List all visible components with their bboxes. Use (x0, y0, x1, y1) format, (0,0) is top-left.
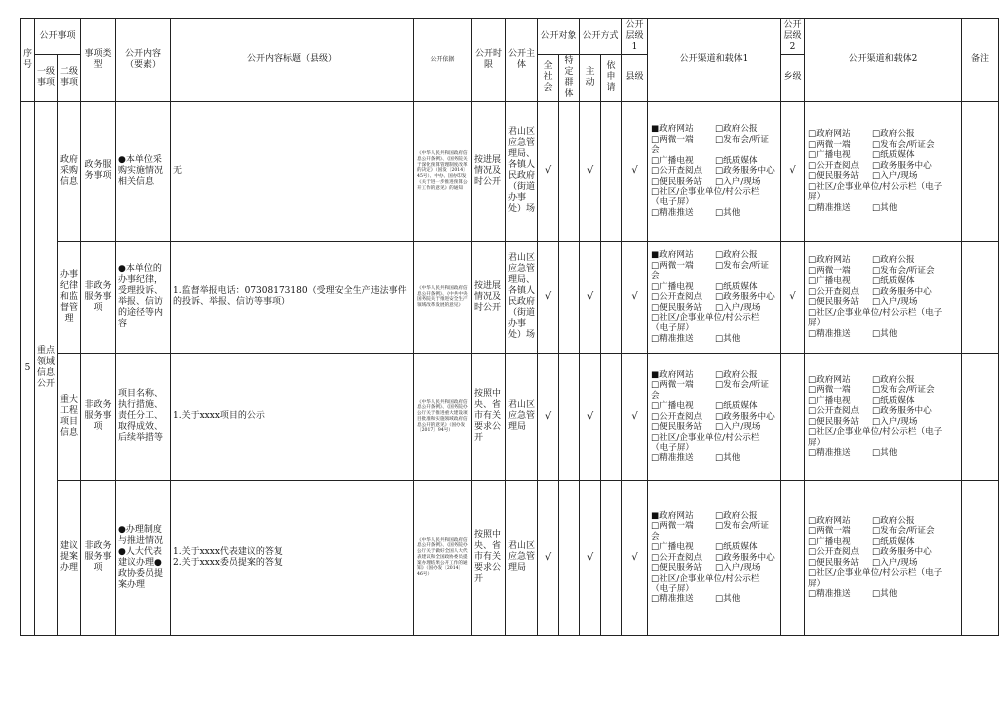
header-object-all: 全社会 (538, 54, 559, 101)
channel-option: □公开查阅点 (808, 547, 860, 558)
channel-option: □政府公报 (872, 255, 915, 266)
method-apply-check (601, 480, 622, 635)
channel-option: □精准推送 (651, 333, 694, 344)
channel-option: □广播电视 (651, 542, 694, 553)
channel-option: □其他 (872, 448, 898, 459)
channel-option: □政务服务中心 (872, 547, 932, 558)
channel-option: □政府网站 (808, 515, 851, 526)
channel-option-cont: 屏） (808, 437, 826, 448)
object-specific-check (559, 101, 580, 241)
channel-option: □两微一端 (651, 380, 694, 391)
level1-check: √ (622, 241, 648, 353)
channel-option-cont: （电子屏） (651, 442, 695, 453)
channel-option: □社区/企事业单位/村公示栏（电子 (808, 568, 943, 579)
channel-option: □发布会/听证会 (872, 139, 935, 150)
header-level1-sub: 县级 (622, 54, 648, 101)
basis-cell: 《中华人民共和国政府信息公开条例》、《中共中央 国务院关于推进安全生产领域改革发展的意见》 (414, 241, 472, 353)
subject-cell: 君山区应急管理局 (506, 353, 538, 480)
channel-option: ■政府网站 (651, 510, 694, 521)
channel-option: □政务服务中心 (715, 166, 775, 177)
channel1-cell (648, 480, 781, 635)
method-active-check: √ (580, 101, 601, 241)
channel-option: □纸质媒体 (715, 542, 758, 553)
channel-option: □两微一端 (651, 260, 694, 271)
header-matter-l1: 一级事项 (35, 54, 58, 101)
header-basis: 公开依据 (414, 19, 472, 102)
header-matter-l2: 二级事项 (58, 54, 81, 101)
channel-option: □发布会/听证会 (872, 385, 935, 396)
method-active-check: √ (580, 480, 601, 635)
level1-check: √ (622, 101, 648, 241)
channel-option: □其他 (715, 333, 741, 344)
channel-option: □两微一端 (808, 385, 851, 396)
channel-option: □政府网站 (808, 255, 851, 266)
channel-option: □公开查阅点 (808, 160, 860, 171)
channel-option: □入户/现场 (715, 563, 761, 574)
method-apply-check (601, 353, 622, 480)
l2-matter-cell: 办事纪律和监督管理 (58, 241, 81, 353)
content-cell: ●办理制度与推进情况●人大代表建议办理●政协委员提案办理 (116, 480, 171, 635)
channel-option: □其他 (715, 207, 741, 218)
channel-option: □广播电视 (651, 155, 694, 166)
channel-option-cont: （电子屏） (651, 583, 695, 594)
object-specific-check (559, 480, 580, 635)
channel-option: □纸质媒体 (872, 395, 915, 406)
channel-option: □广播电视 (808, 150, 851, 161)
header-level2: 公开层级2 (781, 19, 805, 55)
channel-option: □便民服务站 (808, 416, 860, 427)
channel-option: □政府公报 (715, 124, 758, 135)
l1-matter-cell: 重点领域信息公开 (35, 101, 58, 635)
type-cell: 非政务服务事项 (81, 480, 116, 635)
basis-cell: 《中华人民共和国政府信息公开条例》、《国务院办公厅关于推进重大建设项目批准和实施领域政府信息公开的意见》（国办发〔2017〕94号） (414, 353, 472, 480)
channel-option: □政府公报 (715, 510, 758, 521)
channel-option: □便民服务站 (651, 176, 703, 187)
channel-option: □精准推送 (808, 328, 851, 339)
channel-option: □政务服务中心 (715, 292, 775, 303)
channel-option: □发布会/听证 (715, 260, 770, 271)
channel-option: □广播电视 (651, 401, 694, 412)
table-row (21, 353, 999, 480)
time-cell: 按照中央、省市有关要求公开 (472, 353, 506, 480)
channel-option: □纸质媒体 (872, 150, 915, 161)
channel-option: □发布会/听证 (715, 380, 770, 391)
table-row (21, 241, 999, 353)
header-title: 公开内容标题（县级） (171, 19, 414, 102)
header-remark: 备注 (962, 19, 999, 102)
channel-option: □广播电视 (808, 395, 851, 406)
title-cell: 1.关于xxxx代表建议的答复 2.关于xxxx委员提案的答复 (171, 480, 414, 635)
channel-option: ■政府网站 (651, 250, 694, 261)
channel-option: □政务服务中心 (872, 160, 932, 171)
disclosure-table (20, 18, 999, 636)
channel-option: □其他 (872, 202, 898, 213)
channel2-cell (805, 241, 962, 353)
channel-option: □便民服务站 (808, 171, 860, 182)
header-channel2: 公开渠道和载体2 (805, 19, 962, 102)
seq-cell: 5 (21, 101, 35, 635)
channel-option: □政务服务中心 (872, 286, 932, 297)
object-all-check: √ (538, 241, 559, 353)
channel-option: □入户/现场 (872, 557, 918, 568)
channel-option: □政务服务中心 (715, 411, 775, 422)
channel-option: □公开查阅点 (651, 552, 703, 563)
channel-option: □其他 (715, 594, 741, 605)
subject-cell: 君山区应急管理局、各镇人民政府（街道办事处）场 (506, 241, 538, 353)
channel-option: □政府公报 (872, 129, 915, 140)
channel-option: □公开查阅点 (651, 166, 703, 177)
channel2-cell (805, 101, 962, 241)
channel-option: □发布会/听证会 (872, 265, 935, 276)
object-specific-check (559, 241, 580, 353)
channel-option: □两微一端 (808, 139, 851, 150)
channel-option-cont: 会 (651, 145, 660, 156)
channel-option: □发布会/听证会 (872, 526, 935, 537)
table-row (21, 480, 999, 635)
header-type: 事项类型 (81, 19, 116, 102)
channel-option-cont: 会 (651, 271, 660, 282)
channel-option: □入户/现场 (715, 302, 761, 313)
channel-option: □公开查阅点 (808, 406, 860, 417)
level2-check: √ (781, 241, 805, 353)
object-all-check: √ (538, 353, 559, 480)
method-active-check: √ (580, 241, 601, 353)
channel-option: □社区/企事业单位/村公示栏 (651, 313, 760, 323)
header-method-active: 主动 (580, 54, 601, 101)
channel2-cell (805, 353, 962, 480)
channel-option: □政府公报 (715, 369, 758, 380)
header-channel1: 公开渠道和载体1 (648, 19, 781, 102)
l2-matter-cell: 重大工程项目信息 (58, 353, 81, 480)
header-content: 公开内容（要素） (116, 19, 171, 102)
channel-option: □精准推送 (651, 453, 694, 464)
subject-cell: 君山区应急管理局、各镇人民政府（街道办事处）场 (506, 101, 538, 241)
basis-cell: 《中华人民共和国政府信息公开条例》、《国务院关于深化预算管理制度改革的决定》（国发〔2014〕45号）、中办、国办印发《关于进一步推进预算公开工作的意见》的通知 (414, 101, 472, 241)
channel-option: □便民服务站 (651, 422, 703, 433)
header-seq: 序号 (21, 19, 35, 102)
header-subject: 公开主体 (506, 19, 538, 102)
channel-option: □便民服务站 (651, 563, 703, 574)
content-cell: 项目名称、执行措施、责任分工、取得成效、后续举措等 (116, 353, 171, 480)
channel-option: □其他 (715, 453, 741, 464)
channel-option-cont: 屏） (808, 578, 826, 589)
channel-option: □政府网站 (808, 129, 851, 140)
channel-option: □入户/现场 (872, 171, 918, 182)
method-apply-check (601, 241, 622, 353)
channel-option: □纸质媒体 (872, 276, 915, 287)
channel-option: □两微一端 (651, 134, 694, 145)
channel-option: □广播电视 (808, 536, 851, 547)
header-object-specific: 特定群体 (559, 54, 580, 101)
channel-option-cont: 会 (651, 531, 660, 542)
title-cell: 无 (171, 101, 414, 241)
type-cell: 非政务服务事项 (81, 353, 116, 480)
channel1-cell (648, 101, 781, 241)
channel1-cell (648, 353, 781, 480)
remark-cell (962, 101, 999, 241)
channel-option: □两微一端 (651, 521, 694, 532)
channel-option: □社区/企事业单位/村公示栏 (651, 432, 760, 443)
channel-option: □两微一端 (808, 265, 851, 276)
channel-option: □政务服务中心 (872, 406, 932, 417)
channel-option: □便民服务站 (808, 557, 860, 568)
l2-matter-cell: 建议提案办理 (58, 480, 81, 635)
channel-option: □入户/现场 (715, 176, 761, 187)
channel-option: □纸质媒体 (715, 155, 758, 166)
channel-option-cont: 屏） (808, 318, 826, 329)
channel-option-cont: （电子屏） (651, 197, 695, 208)
channel-option: □发布会/听证 (715, 521, 770, 532)
header-method-apply: 依申请 (601, 54, 622, 101)
time-cell: 按照中央、省市有关要求公开 (472, 480, 506, 635)
channel-option: □政府公报 (715, 250, 758, 261)
channel-option: □便民服务站 (651, 302, 703, 313)
channel-option: □精准推送 (651, 594, 694, 605)
channel-option: □政府公报 (872, 515, 915, 526)
channel-option-cont: （电子屏） (651, 323, 695, 334)
channel-option: □精准推送 (651, 207, 694, 218)
channel2-cell (805, 480, 962, 635)
object-all-check: √ (538, 480, 559, 635)
channel-option: □公开查阅点 (651, 292, 703, 303)
header-object: 公开对象 (538, 19, 580, 55)
level2-check: √ (781, 101, 805, 241)
remark-cell (962, 480, 999, 635)
channel-option: □公开查阅点 (651, 411, 703, 422)
channel-option: □广播电视 (808, 276, 851, 287)
header-matter: 公开事项 (35, 19, 81, 55)
channel-option: □政府公报 (872, 374, 915, 385)
channel1-cell (648, 241, 781, 353)
basis-cell: 《中华人民共和国政府信息公开条例》、《国务院办公厅关于做好全国人大代表建议和全国政协委员提案办理结果公开工作的通知》（国办发〔2014〕46号） (414, 480, 472, 635)
remark-cell (962, 241, 999, 353)
channel-option: □便民服务站 (808, 297, 860, 308)
channel-option: □精准推送 (808, 448, 851, 459)
level2-check (781, 353, 805, 480)
type-cell: 非政务服务事项 (81, 241, 116, 353)
channel-option: □精准推送 (808, 589, 851, 600)
method-active-check: √ (580, 353, 601, 480)
time-cell: 按进展情况及时公开 (472, 101, 506, 241)
method-apply-check (601, 101, 622, 241)
channel-option: □两微一端 (808, 526, 851, 537)
level1-check: √ (622, 480, 648, 635)
level1-check: √ (622, 353, 648, 480)
channel-option: □政府网站 (808, 374, 851, 385)
channel-option: □入户/现场 (872, 297, 918, 308)
channel-option: □社区/企事业单位/村公示栏 (651, 573, 760, 584)
level2-check (781, 480, 805, 635)
channel-option: □纸质媒体 (715, 401, 758, 412)
object-specific-check (559, 353, 580, 480)
channel-option-cont: 屏） (808, 192, 826, 203)
object-all-check: √ (538, 101, 559, 241)
content-cell: ●本单位的办事纪律，受理投诉、举报、信访的途径等内容 (116, 241, 171, 353)
remark-cell (962, 353, 999, 480)
channel-option: □社区/企事业单位/村公示栏 (651, 187, 760, 197)
content-cell: ●本单位采购实施情况相关信息 (116, 101, 171, 241)
l2-matter-cell: 政府采购信息 (58, 101, 81, 241)
channel-option: □社区/企事业单位/村公示栏（电子 (808, 307, 943, 318)
channel-option: □入户/现场 (715, 422, 761, 433)
channel-option: □其他 (872, 589, 898, 600)
channel-option: □社区/企事业单位/村公示栏（电子 (808, 181, 943, 192)
channel-option-cont: 会 (651, 390, 660, 401)
subject-cell: 君山区应急管理局 (506, 480, 538, 635)
channel-option: □入户/现场 (872, 416, 918, 427)
channel-option: □发布会/听证 (715, 134, 770, 145)
channel-option: □纸质媒体 (872, 536, 915, 547)
channel-option: □广播电视 (651, 281, 694, 292)
table-row (21, 101, 999, 241)
header-time: 公开时限 (472, 19, 506, 102)
header-level2-sub: 乡级 (781, 54, 805, 101)
channel-option: ■政府网站 (651, 369, 694, 380)
channel-option: □社区/企事业单位/村公示栏（电子 (808, 427, 943, 438)
channel-option: □精准推送 (808, 202, 851, 213)
time-cell: 按进展情况及时公开 (472, 241, 506, 353)
title-cell: 1.监督举报电话：07308173180（受理安全生产违法事件的投诉、举报、信访等事项） (171, 241, 414, 353)
channel-option: □政务服务中心 (715, 552, 775, 563)
channel-option: □纸质媒体 (715, 281, 758, 292)
header-method: 公开方式 (580, 19, 622, 55)
title-cell: 1.关于xxxx项目的公示 (171, 353, 414, 480)
type-cell: 政务服务事项 (81, 101, 116, 241)
channel-option: ■政府网站 (651, 124, 694, 135)
header-level1: 公开层级1 (622, 19, 648, 55)
channel-option: □其他 (872, 328, 898, 339)
channel-option: □公开查阅点 (808, 286, 860, 297)
